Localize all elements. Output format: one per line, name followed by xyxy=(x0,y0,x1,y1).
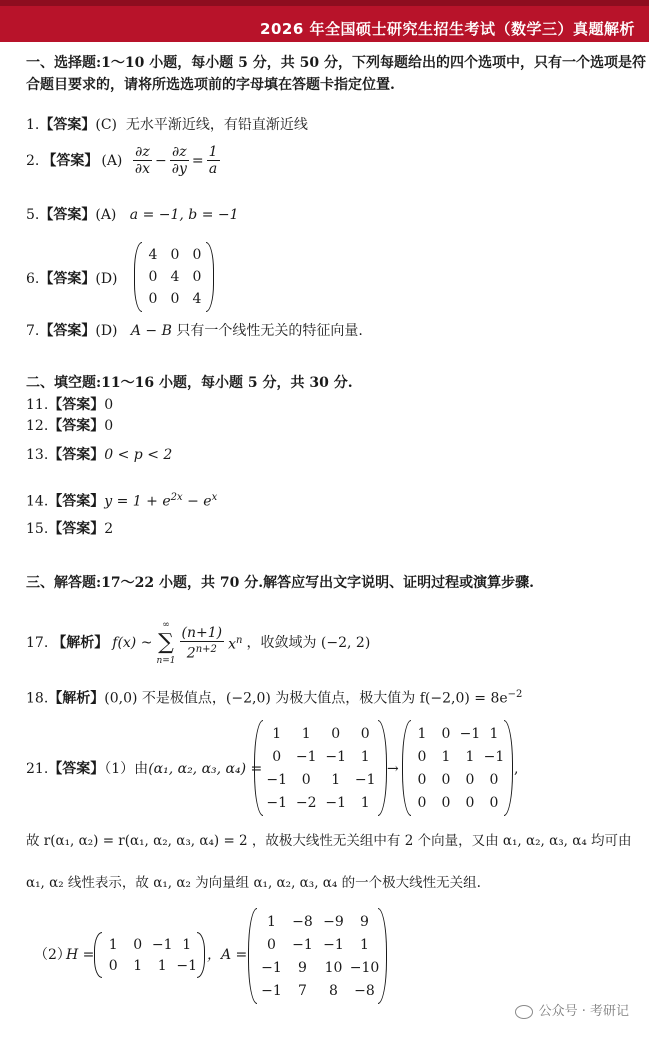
matrix-cell: 0 xyxy=(301,771,311,788)
q21-matrix-big-a-right-paren xyxy=(378,908,387,1004)
q5-choice: (A) xyxy=(95,207,117,223)
q21-matrix-a-right-paren xyxy=(378,720,387,816)
q5-answer xyxy=(26,206,239,224)
q6-choice: (D) xyxy=(95,271,118,287)
q17-num: 17. xyxy=(26,635,49,651)
matrix-cell: 1 xyxy=(360,794,370,811)
q21-matrix-h xyxy=(101,934,199,976)
matrix-cell: 0 xyxy=(133,936,143,953)
q21-matrix-h-right-paren xyxy=(197,932,205,978)
matrix-cell: −1 xyxy=(261,982,282,999)
q6-matrix-left-paren xyxy=(134,242,142,312)
q1-text: 无水平渐近线，有铅直渐近线 xyxy=(125,117,308,133)
wechat-icon xyxy=(515,1005,533,1019)
q17-sum: ∞ ∑ n=1 xyxy=(156,620,176,666)
matrix-cell: 0 xyxy=(170,247,180,263)
q7-num: 7. xyxy=(26,323,40,339)
q7-choice: (D) xyxy=(95,323,118,339)
matrix-cell: 9 xyxy=(298,959,307,976)
q2-frac2: $\frac{\partial z}{\partial y}$ xyxy=(171,144,187,177)
matrix-cell: 0 xyxy=(192,247,202,263)
matrix-cell: 1 xyxy=(133,957,143,974)
q7-text: 只有一个线性无关的特征向量. xyxy=(176,323,363,339)
q18-text1: (0,0) 不是极值点， xyxy=(104,690,226,707)
matrix-cell: −1 xyxy=(176,957,198,974)
q5-tag: 【答案】 xyxy=(39,207,96,223)
matrix-cell: −1 xyxy=(325,794,347,811)
matrix-cell: 0 xyxy=(148,291,158,307)
page-title: 2026 年全国硕士研究生招生考试（数学三）真题解析 xyxy=(260,20,635,38)
matrix-cell: 0 xyxy=(417,748,427,765)
matrix-cell: 4 xyxy=(170,269,180,285)
q21-part2-label: （2） xyxy=(34,947,71,963)
q15-answer: 15.【答案】2 xyxy=(26,521,114,537)
matrix-cell: −1 xyxy=(354,771,376,788)
q21-line2: 故 r(α₁, α₂) = r(α₁, α₂, α₃, α₄) = 2 ，故极大线性无关组中有 2 个向量，又由 α₁, α₂, α₃, α₄ 均可由 xyxy=(26,833,632,849)
q21-matrix-big-a xyxy=(256,910,380,1002)
matrix-cell: 0 xyxy=(267,936,276,953)
q21-matrix-a xyxy=(262,722,380,814)
q2-answer xyxy=(26,144,220,177)
q17-frac: $\frac{(n+1)}{2^{n+2}}$ xyxy=(181,624,223,662)
matrix-cell: 1 xyxy=(157,957,167,974)
matrix-cell: 0 xyxy=(331,725,341,742)
section2-heading: 二、填空题:11～16 小题，每小题 5 分，共 30 分. xyxy=(26,375,353,391)
q7-expr: A − B xyxy=(130,323,172,339)
matrix-cell: −2 xyxy=(295,794,317,811)
matrix-cell: −10 xyxy=(349,959,380,976)
q12-answer: 12.【答案】0 xyxy=(26,418,114,434)
matrix-cell: −1 xyxy=(459,725,481,742)
matrix-cell: 1 xyxy=(489,725,499,742)
matrix-cell: 4 xyxy=(148,247,158,263)
matrix-cell: 0 xyxy=(417,794,427,811)
matrix-cell: 0 xyxy=(192,269,202,285)
matrix-cell: 7 xyxy=(298,982,307,999)
matrix-cell: 1 xyxy=(441,748,451,765)
q6-matrix-right-paren xyxy=(206,242,214,312)
matrix-cell: 0 xyxy=(108,957,118,974)
q1-choice: (C) xyxy=(95,117,117,133)
matrix-cell: 8 xyxy=(329,982,338,999)
q21-matrix-b xyxy=(410,722,506,814)
watermark-text: 公众号 · 考研记 xyxy=(538,1004,629,1019)
q2-equals: = xyxy=(191,152,204,169)
q5-num: 5. xyxy=(26,207,40,223)
q21-arrow: → xyxy=(387,761,399,777)
q21-answer-intro: 21.【答案】（1）由(α₁, α₂, α₃, α₄) = xyxy=(26,761,263,777)
matrix-cell: 0 xyxy=(441,725,451,742)
matrix-cell: −1 xyxy=(292,936,313,953)
q18-text2: (−2,0) 为极大值点，极大值为 f(−2,0) = 8e xyxy=(225,690,508,707)
q6-matrix xyxy=(142,244,208,310)
q1-tag: 【答案】 xyxy=(39,117,96,133)
matrix-cell: −1 xyxy=(483,748,505,765)
matrix-cell: −1 xyxy=(266,771,288,788)
q7-answer xyxy=(26,322,363,340)
q21-lhs: (α₁, α₂, α₃, α₄) = xyxy=(148,761,263,777)
matrix-cell: 0 xyxy=(489,794,499,811)
matrix-cell: 1 xyxy=(360,936,369,953)
matrix-cell: −1 xyxy=(325,748,347,765)
q5-text: a = −1, b = −1 xyxy=(129,207,239,223)
q2-num: 2. xyxy=(26,152,40,169)
q11-answer: 11.【答案】0 xyxy=(26,397,114,413)
matrix-cell: 0 xyxy=(441,794,451,811)
section1-heading-line2: 合题目要求的，请将所选选项前的字母填在答题卡指定位置. xyxy=(26,77,395,93)
q2-tag: 【答案】 xyxy=(42,152,99,169)
q21-line3: α₁, α₂ 线性表示，故 α₁, α₂ 为向量组 α₁, α₂, α₃, α₄ 的一个极大线性无关组. xyxy=(26,875,481,891)
q6-num: 6. xyxy=(26,271,40,287)
q17-lhs: f(x) ~ xyxy=(112,635,153,651)
q13-answer: 13.【答案】0 < p < 2 xyxy=(26,447,173,463)
matrix-cell: 0 xyxy=(441,771,451,788)
q17-tag: 【解析】 xyxy=(52,635,109,651)
matrix-cell: −1 xyxy=(266,794,288,811)
matrix-cell: 1 xyxy=(331,771,341,788)
matrix-cell: 1 xyxy=(182,936,192,953)
q21-comma: , xyxy=(514,761,519,777)
q21-h-label: H = xyxy=(66,947,95,963)
q1-answer xyxy=(26,116,308,134)
matrix-cell: 1 xyxy=(267,913,276,930)
matrix-cell: −1 xyxy=(323,936,344,953)
matrix-cell: −9 xyxy=(323,913,344,930)
matrix-cell: −1 xyxy=(261,959,282,976)
q6-tag: 【答案】 xyxy=(39,271,96,287)
q21-matrix-b-right-paren xyxy=(504,720,513,816)
matrix-cell: −8 xyxy=(354,982,375,999)
matrix-cell: 1 xyxy=(272,725,282,742)
matrix-cell: 0 xyxy=(417,771,427,788)
matrix-cell: 0 xyxy=(272,748,282,765)
matrix-cell: 0 xyxy=(489,771,499,788)
watermark xyxy=(515,1000,629,1019)
matrix-cell: −1 xyxy=(151,936,173,953)
matrix-cell: 1 xyxy=(360,748,370,765)
matrix-cell: 0 xyxy=(360,725,370,742)
q17-term: $x^n$ xyxy=(228,635,243,653)
q14-answer: 14.【答案】$y = 1 + e^{2x} - e^x$ xyxy=(26,492,218,510)
matrix-cell: 10 xyxy=(324,959,343,976)
q18-answer: 18.【解析】(0,0) 不是极值点，(−2,0) 为极大值点，极大值为 $f(-2,0) = 8e^{-2}$ xyxy=(26,689,523,707)
matrix-cell: 1 xyxy=(417,725,427,742)
section1-heading-line1: 一、选择题:1～10 小题，每小题 5 分，共 50 分，下列每题给出的四个选项中，只有一个选项是符 xyxy=(26,55,646,71)
matrix-cell: 1 xyxy=(301,725,311,742)
q17-text: ，收敛域为 (−2, 2) xyxy=(246,635,371,651)
q21-a-label: ，A = xyxy=(207,947,248,963)
matrix-cell: 4 xyxy=(192,291,202,307)
q2-minus: − xyxy=(155,152,167,169)
matrix-cell: 0 xyxy=(465,794,475,811)
section3-heading: 三、解答题:17～22 小题，共 70 分.解答应写出文字说明、证明过程或演算步骤. xyxy=(26,575,534,591)
matrix-cell: 0 xyxy=(170,291,180,307)
matrix-cell: 9 xyxy=(360,913,369,930)
matrix-cell: −1 xyxy=(295,748,317,765)
q7-tag: 【答案】 xyxy=(39,323,96,339)
q2-frac3: $\frac{1}{a}$ xyxy=(208,144,218,177)
matrix-cell: 0 xyxy=(148,269,158,285)
matrix-cell: 1 xyxy=(465,748,475,765)
q1-num: 1. xyxy=(26,117,40,133)
matrix-cell: −8 xyxy=(292,913,313,930)
q2-choice: (A) xyxy=(101,152,123,169)
matrix-cell: 0 xyxy=(465,771,475,788)
q2-frac1: $\frac{\partial z}{\partial x}$ xyxy=(134,144,150,177)
matrix-cell: 1 xyxy=(108,936,118,953)
header-top-strip xyxy=(0,0,649,6)
q6-label xyxy=(26,270,118,288)
q17-answer xyxy=(26,618,370,668)
